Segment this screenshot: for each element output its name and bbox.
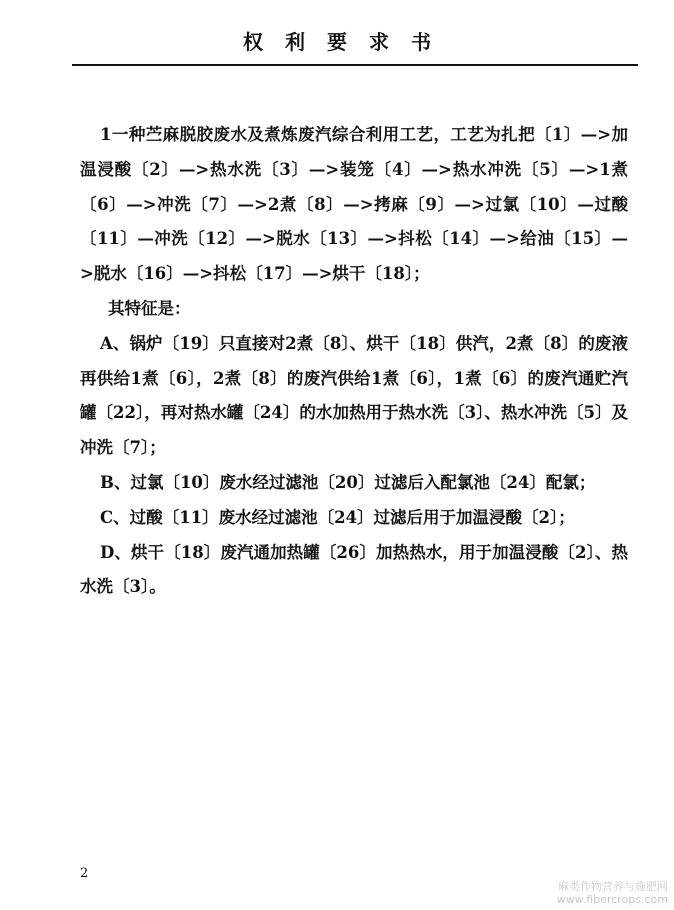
feature-d: D、烘干〔18〕废汽通加热罐〔26〕加热热水，用于加温浸酸〔2〕、热水洗〔3〕。 <box>80 542 628 597</box>
feature-intro: 其特征是： <box>108 298 191 318</box>
feature-a: A、锅炉〔19〕只直接对2煮〔8〕、烘干〔18〕供汽，2煮〔8〕的废液再供给1煮〔6〕，2煮〔8〕的废汽供给1煮〔6〕，1煮〔6〕的废汽通贮汽罐〔22〕，再对热水罐〔24〕的水加热用于热水洗〔3〕、热水冲洗〔5〕及冲洗〔7〕； <box>80 333 628 458</box>
claims-body <box>80 118 628 605</box>
claim-1-paragraph: 1一种苎麻脱胶废水及煮炼废汽综合利用工艺，工艺为扎把〔1〕—>加温浸酸〔2〕—>热水洗〔3〕—>装笼〔4〕—>热水冲洗〔5〕—>1煮〔6〕—>冲洗〔7〕—>2煮〔8〕—>拷麻〔9〕—>过氯〔10〕—过酸〔11〕—冲洗〔12〕—>脱水〔13〕—>抖松〔14〕—>给油〔15〕—>脱水〔16〕—>抖松〔17〕—>烘干〔18〕； <box>80 125 628 284</box>
page-title: 权利要求书 <box>243 30 453 54</box>
feature-c: C、过酸〔11〕废水经过滤池〔24〕过滤后用于加温浸酸〔2〕； <box>100 507 575 527</box>
page-number: 2 <box>80 866 89 881</box>
header-divider <box>72 64 638 66</box>
watermark-site-name: 麻类作物营养与施肥网 <box>558 880 668 893</box>
watermark-url: www.fibercrops.com <box>556 893 668 906</box>
site-watermark <box>557 880 668 906</box>
feature-b: B、过氯〔10〕废水经过滤池〔20〕过滤后入配氯池〔24〕配氯； <box>100 472 596 492</box>
